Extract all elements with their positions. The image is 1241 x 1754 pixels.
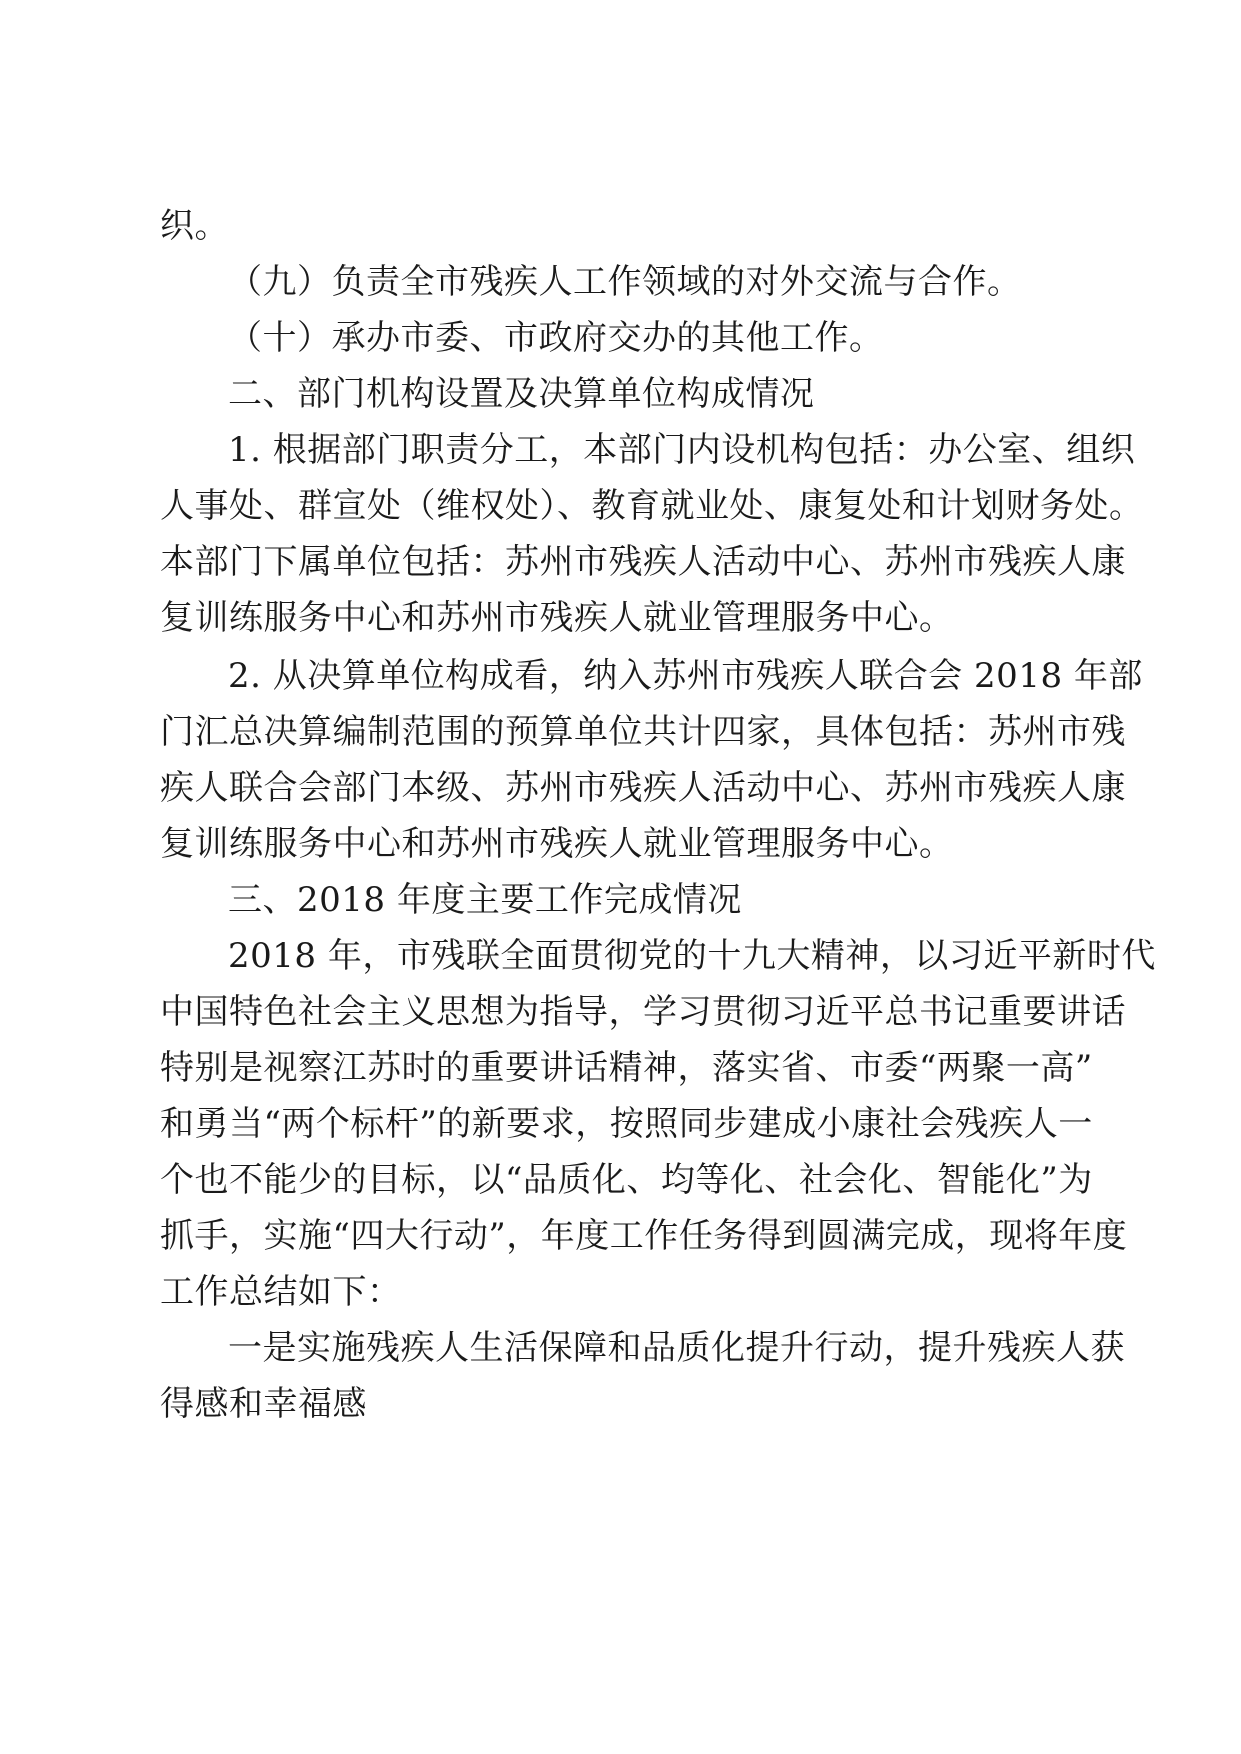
section-heading-2: 二、部门机构设置及决算单位构成情况 (228, 374, 815, 414)
text-line-6: 人事处、群宣处（维权处）、教育就业处、康复处和计划财务处。 (160, 486, 1144, 526)
text-line-5: 1. 根据部门职责分工，本部门内设机构包括：办公室、组织 (228, 430, 1136, 470)
text-line-15: 中国特色社会主义思想为指导，学习贯彻习近平总书记重要讲话 (160, 992, 1126, 1032)
text-line-20: 工作总结如下： (160, 1272, 402, 1312)
text-line-17: 和勇当“两个标杆”的新要求，按照同步建成小康社会残疾人一 (160, 1104, 1093, 1144)
text-line-9: 2. 从决算单位构成看，纳入苏州市残疾人联合会 2018 年部 (228, 656, 1143, 696)
text-line-1: 织。 (160, 206, 229, 246)
section-heading-3: 三、2018 年度主要工作完成情况 (228, 880, 742, 920)
text-line-16: 特别是视察江苏时的重要讲话精神，落实省、市委“两聚一高” (160, 1048, 1093, 1088)
text-line-19: 抓手，实施“四大行动”，年度工作任务得到圆满完成，现将年度 (160, 1216, 1128, 1256)
text-line-7: 本部门下属单位包括：苏州市残疾人活动中心、苏州市残疾人康 (160, 542, 1126, 582)
text-line-14: 2018 年，市残联全面贯彻党的十九大精神，以习近平新时代 (228, 936, 1156, 976)
text-line-18: 个也不能少的目标，以“品质化、均等化、社会化、智能化”为 (160, 1160, 1093, 1200)
text-line-12: 复训练服务中心和苏州市残疾人就业管理服务中心。 (160, 824, 954, 864)
text-line-21: 一是实施残疾人生活保障和品质化提升行动，提升残疾人获 (228, 1328, 1125, 1368)
text-line-10: 门汇总决算编制范围的预算单位共计四家，具体包括：苏州市残 (160, 712, 1126, 752)
text-line-2: （九）负责全市残疾人工作领域的对外交流与合作。 (228, 262, 1022, 302)
text-line-11: 疾人联合会部门本级、苏州市残疾人活动中心、苏州市残疾人康 (160, 768, 1126, 808)
text-line-3: （十）承办市委、市政府交办的其他工作。 (228, 318, 884, 358)
text-line-8: 复训练服务中心和苏州市残疾人就业管理服务中心。 (160, 598, 954, 638)
text-line-22: 得感和幸福感 (160, 1384, 367, 1424)
